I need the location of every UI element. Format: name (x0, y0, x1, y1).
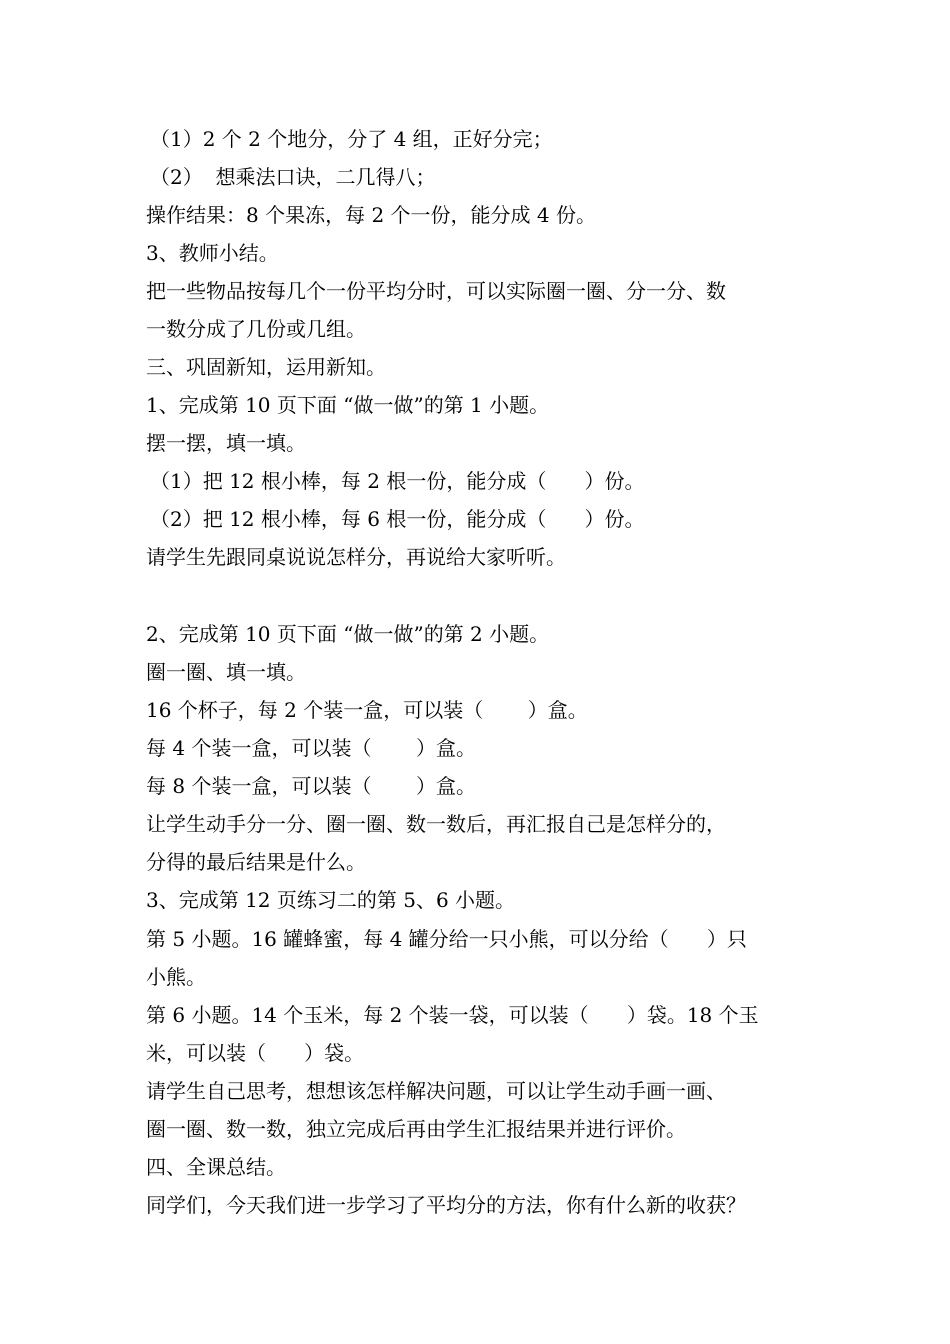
text-line: 操作结果：8 个果冻，每 2 个一份，能分成 4 份。 (146, 203, 596, 227)
text-line: 每 8 个装一盒，可以装（ ）盒。 (146, 774, 476, 798)
text-line: 分得的最后结果是什么。 (146, 850, 366, 874)
text-line: 每 4 个装一盒，可以装（ ）盒。 (146, 736, 476, 760)
text-line: 16 个杯子，每 2 个装一盒，可以装（ ）盒。 (146, 698, 588, 722)
section-heading: 3、教师小结。 (146, 241, 279, 265)
text-line: 第 5 小题。16 罐蜂蜜，每 4 罐分给一只小熊，可以分给（ ）只 (146, 927, 747, 951)
text-line: 圈一圈、填一填。 (146, 660, 306, 684)
text-line: 一数分成了几份或几组。 (146, 317, 366, 341)
text-line: 圈一圈、数一数，独立完成后再由学生汇报结果并进行评价。 (146, 1117, 686, 1141)
section-heading: 四、全课总结。 (146, 1155, 286, 1179)
text-line: 米，可以装（ ）袋。 (146, 1041, 365, 1065)
text-line: 摆一摆，填一填。 (146, 431, 306, 455)
text-line: （2）把 12 根小棒，每 6 根一份，能分成（ ）份。 (150, 507, 645, 531)
text-line: 同学们，今天我们进一步学习了平均分的方法，你有什么新的收获？ (146, 1193, 746, 1217)
text-line: 1、完成第 10 页下面 “做一做”的第 1 小题。 (146, 393, 550, 417)
text-line: （2） 想乘法口诀，二几得八； (150, 165, 436, 189)
text-line: 请学生自己思考，想想该怎样解决问题，可以让学生动手画一画、 (146, 1079, 726, 1103)
text-line: 小熊。 (146, 965, 206, 989)
section-heading: 三、巩固新知，运用新知。 (146, 355, 386, 379)
text-line: 2、完成第 10 页下面 “做一做”的第 2 小题。 (146, 622, 550, 646)
text-line: （1）把 12 根小棒，每 2 根一份，能分成（ ）份。 (150, 469, 645, 493)
text-line: （1）2 个 2 个地分，分了 4 组，正好分完； (150, 127, 553, 151)
text-line: 让学生动手分一分、圈一圈、数一数后，再汇报自己是怎样分的， (146, 812, 726, 836)
text-line: 把一些物品按每几个一份平均分时，可以实际圈一圈、分一分、数 (146, 279, 726, 303)
text-line: 第 6 小题。14 个玉米，每 2 个装一袋，可以装（ ）袋。18 个玉 (146, 1003, 759, 1027)
text-line: 3、完成第 12 页练习二的第 5、6 小题。 (146, 888, 516, 912)
text-line: 请学生先跟同桌说说怎样分，再说给大家听听。 (146, 545, 566, 569)
